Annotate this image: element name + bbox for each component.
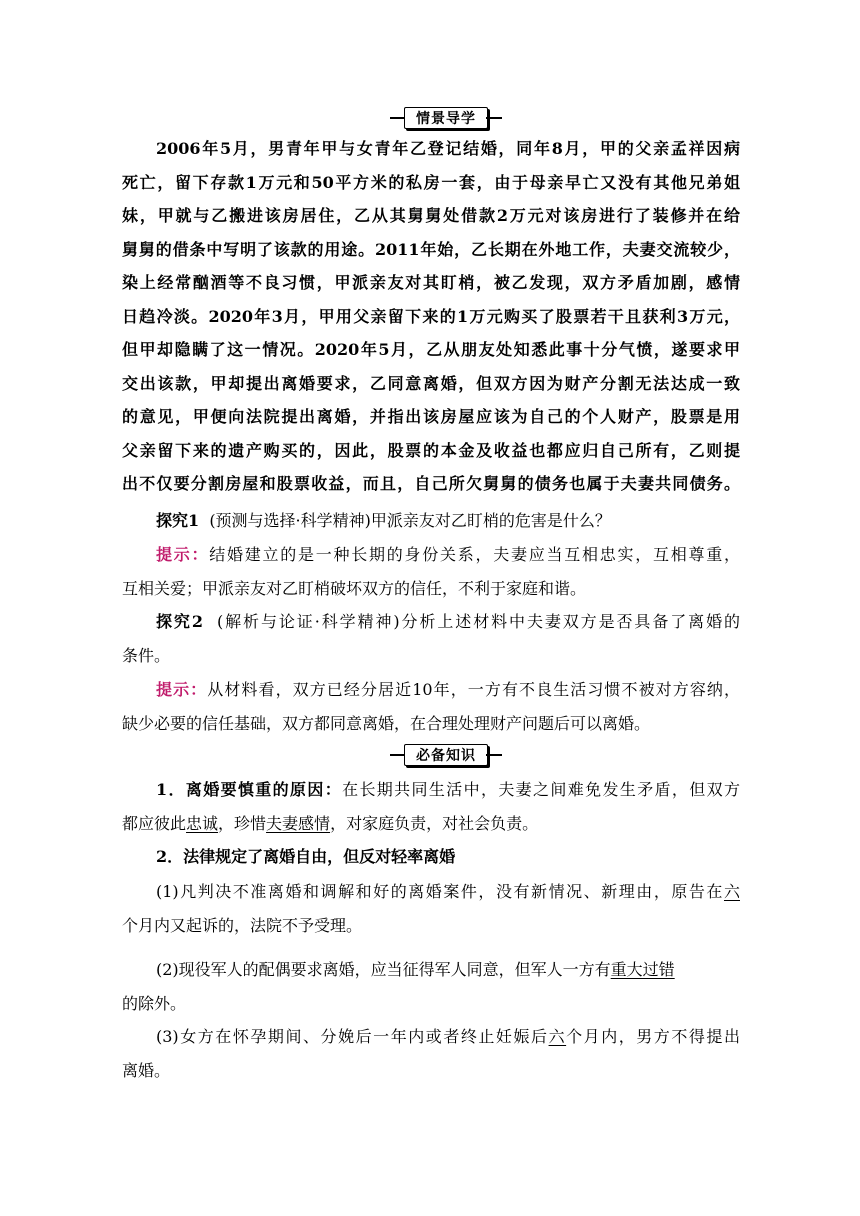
answer-text: 互相关爱；甲派亲友对乙盯梢破坏双方的信任，不利于家庭和谐。 xyxy=(122,578,587,598)
knowledge-text: 在长期共同生活中，夫妻之间难免发生矛盾，但双方 xyxy=(342,780,740,799)
knowledge-2 xyxy=(122,840,740,874)
underlined-term: 忠诚 xyxy=(186,813,219,833)
knowledge-text: (2)现役军人的配偶要求离婚，应当征得军人同意，但军人一方有 xyxy=(156,960,611,979)
knowledge-title: 2．法律规定了离婚自由，但反对轻率离婚 xyxy=(156,847,456,866)
knowledge-title: 1．离婚要慎重的原因： xyxy=(156,780,343,799)
answer-text: 结婚建立的是一种长期的身份关系，夫妻应当互相忠实，互相尊重， xyxy=(209,545,740,564)
story-line: 妹，甲就与乙搬进该房居住，乙从其舅舅处借款2万元对该房进行了装修并在给 xyxy=(122,206,740,225)
question-text: (解析与论证·科学精神)分析上述材料中夫妻双方是否具备了离婚的 xyxy=(216,612,741,631)
hint-label: 提示： xyxy=(156,680,208,699)
knowledge-text: ，珍惜 xyxy=(218,813,267,833)
header-rule-right xyxy=(486,754,502,756)
answer-2 xyxy=(122,673,740,740)
story-line: 出不仅要分割房屋和股票收益，而且，自己所欠舅舅的债务也属于夫妻共同债务。 xyxy=(122,474,740,493)
question-text: 条件。 xyxy=(122,645,171,665)
question-label: 探究1 xyxy=(156,511,200,530)
question-1 xyxy=(122,504,740,538)
knowledge-text: 都应彼此 xyxy=(122,813,187,833)
story-line: 但甲却隐瞒了这一情况。2020年5月，乙从朋友处知悉此事十分气愤，遂要求甲 xyxy=(122,340,740,359)
section-header-scenario xyxy=(0,107,860,129)
story-paragraph xyxy=(122,132,740,501)
answer-text: 从材料看，双方已经分居近10年，一方有不良生活习惯不被对方容纳， xyxy=(207,680,740,699)
section-title: 必备知识 xyxy=(404,744,488,766)
knowledge-2-2 xyxy=(122,953,740,1020)
story-line: 的意见，甲便向法院提出离婚，并指出该房屋应该为自己的个人财产，股票是用 xyxy=(122,407,740,426)
knowledge-text: 个月内，男方不得提出 xyxy=(566,1027,740,1046)
knowledge-2-3 xyxy=(122,1020,740,1087)
story-line: 日趋冷淡。2020年3月，甲用父亲留下来的1万元购买了股票若干且获利3万元， xyxy=(122,306,740,326)
question-text: (预测与选择·科学精神)甲派亲友对乙盯梢的危害是什么？ xyxy=(209,511,611,530)
story-line: 死亡，留下存款1万元和50平方米的私房一套，由于母亲早亡又没有其他兄弟姐 xyxy=(122,172,740,192)
question-label: 探究2 xyxy=(156,612,203,631)
knowledge-1 xyxy=(122,773,740,840)
section-title: 情景导学 xyxy=(404,107,488,129)
underlined-term: 六 xyxy=(723,882,740,901)
underlined-term: 夫妻感情 xyxy=(266,813,331,833)
underlined-term: 重大过错 xyxy=(610,960,675,979)
answer-text: 缺少必要的信任基础，双方都同意离婚，在合理处理财产问题后可以离婚。 xyxy=(122,713,651,733)
story-line: 染上经常酗酒等不良习惯，甲派亲友对其盯梢，被乙发现，双方矛盾加剧，感情 xyxy=(122,273,740,292)
knowledge-text: 离婚。 xyxy=(122,1060,171,1080)
story-line: 舅舅的借条中写明了该款的用途。2011年始，乙长期在外地工作，夫妻交流较少， xyxy=(122,239,740,259)
hint-label: 提示： xyxy=(156,545,210,564)
story-line: 交出该款，甲却提出离婚要求，乙同意离婚，但双方因为财产分割无法达成一致 xyxy=(122,373,740,393)
underlined-term: 六 xyxy=(548,1027,567,1046)
knowledge-text: (1)凡判决不准离婚和调解和好的离婚案件，没有新情况、新理由，原告在 xyxy=(156,882,724,901)
section-header-knowledge xyxy=(0,744,860,766)
knowledge-text: ，对家庭负责，对社会负责。 xyxy=(330,813,539,833)
knowledge-text: (3)女方在怀孕期间、分娩后一年内或者终止妊娠后 xyxy=(156,1027,549,1046)
header-rule-right xyxy=(486,117,502,119)
answer-1 xyxy=(122,538,740,605)
knowledge-text: 的除外。 xyxy=(122,993,187,1013)
question-2 xyxy=(122,605,740,672)
knowledge-2-1 xyxy=(122,875,740,942)
knowledge-text: 个月内又起诉的，法院不予受理。 xyxy=(122,915,363,935)
story-line: 父亲留下来的遗产购买的，因此，股票的本金及收益也都应归自己所有，乙则提 xyxy=(122,440,740,460)
story-line: 2006年5月，男青年甲与女青年乙登记结婚，同年8月，甲的父亲孟祥因病 xyxy=(156,139,740,158)
